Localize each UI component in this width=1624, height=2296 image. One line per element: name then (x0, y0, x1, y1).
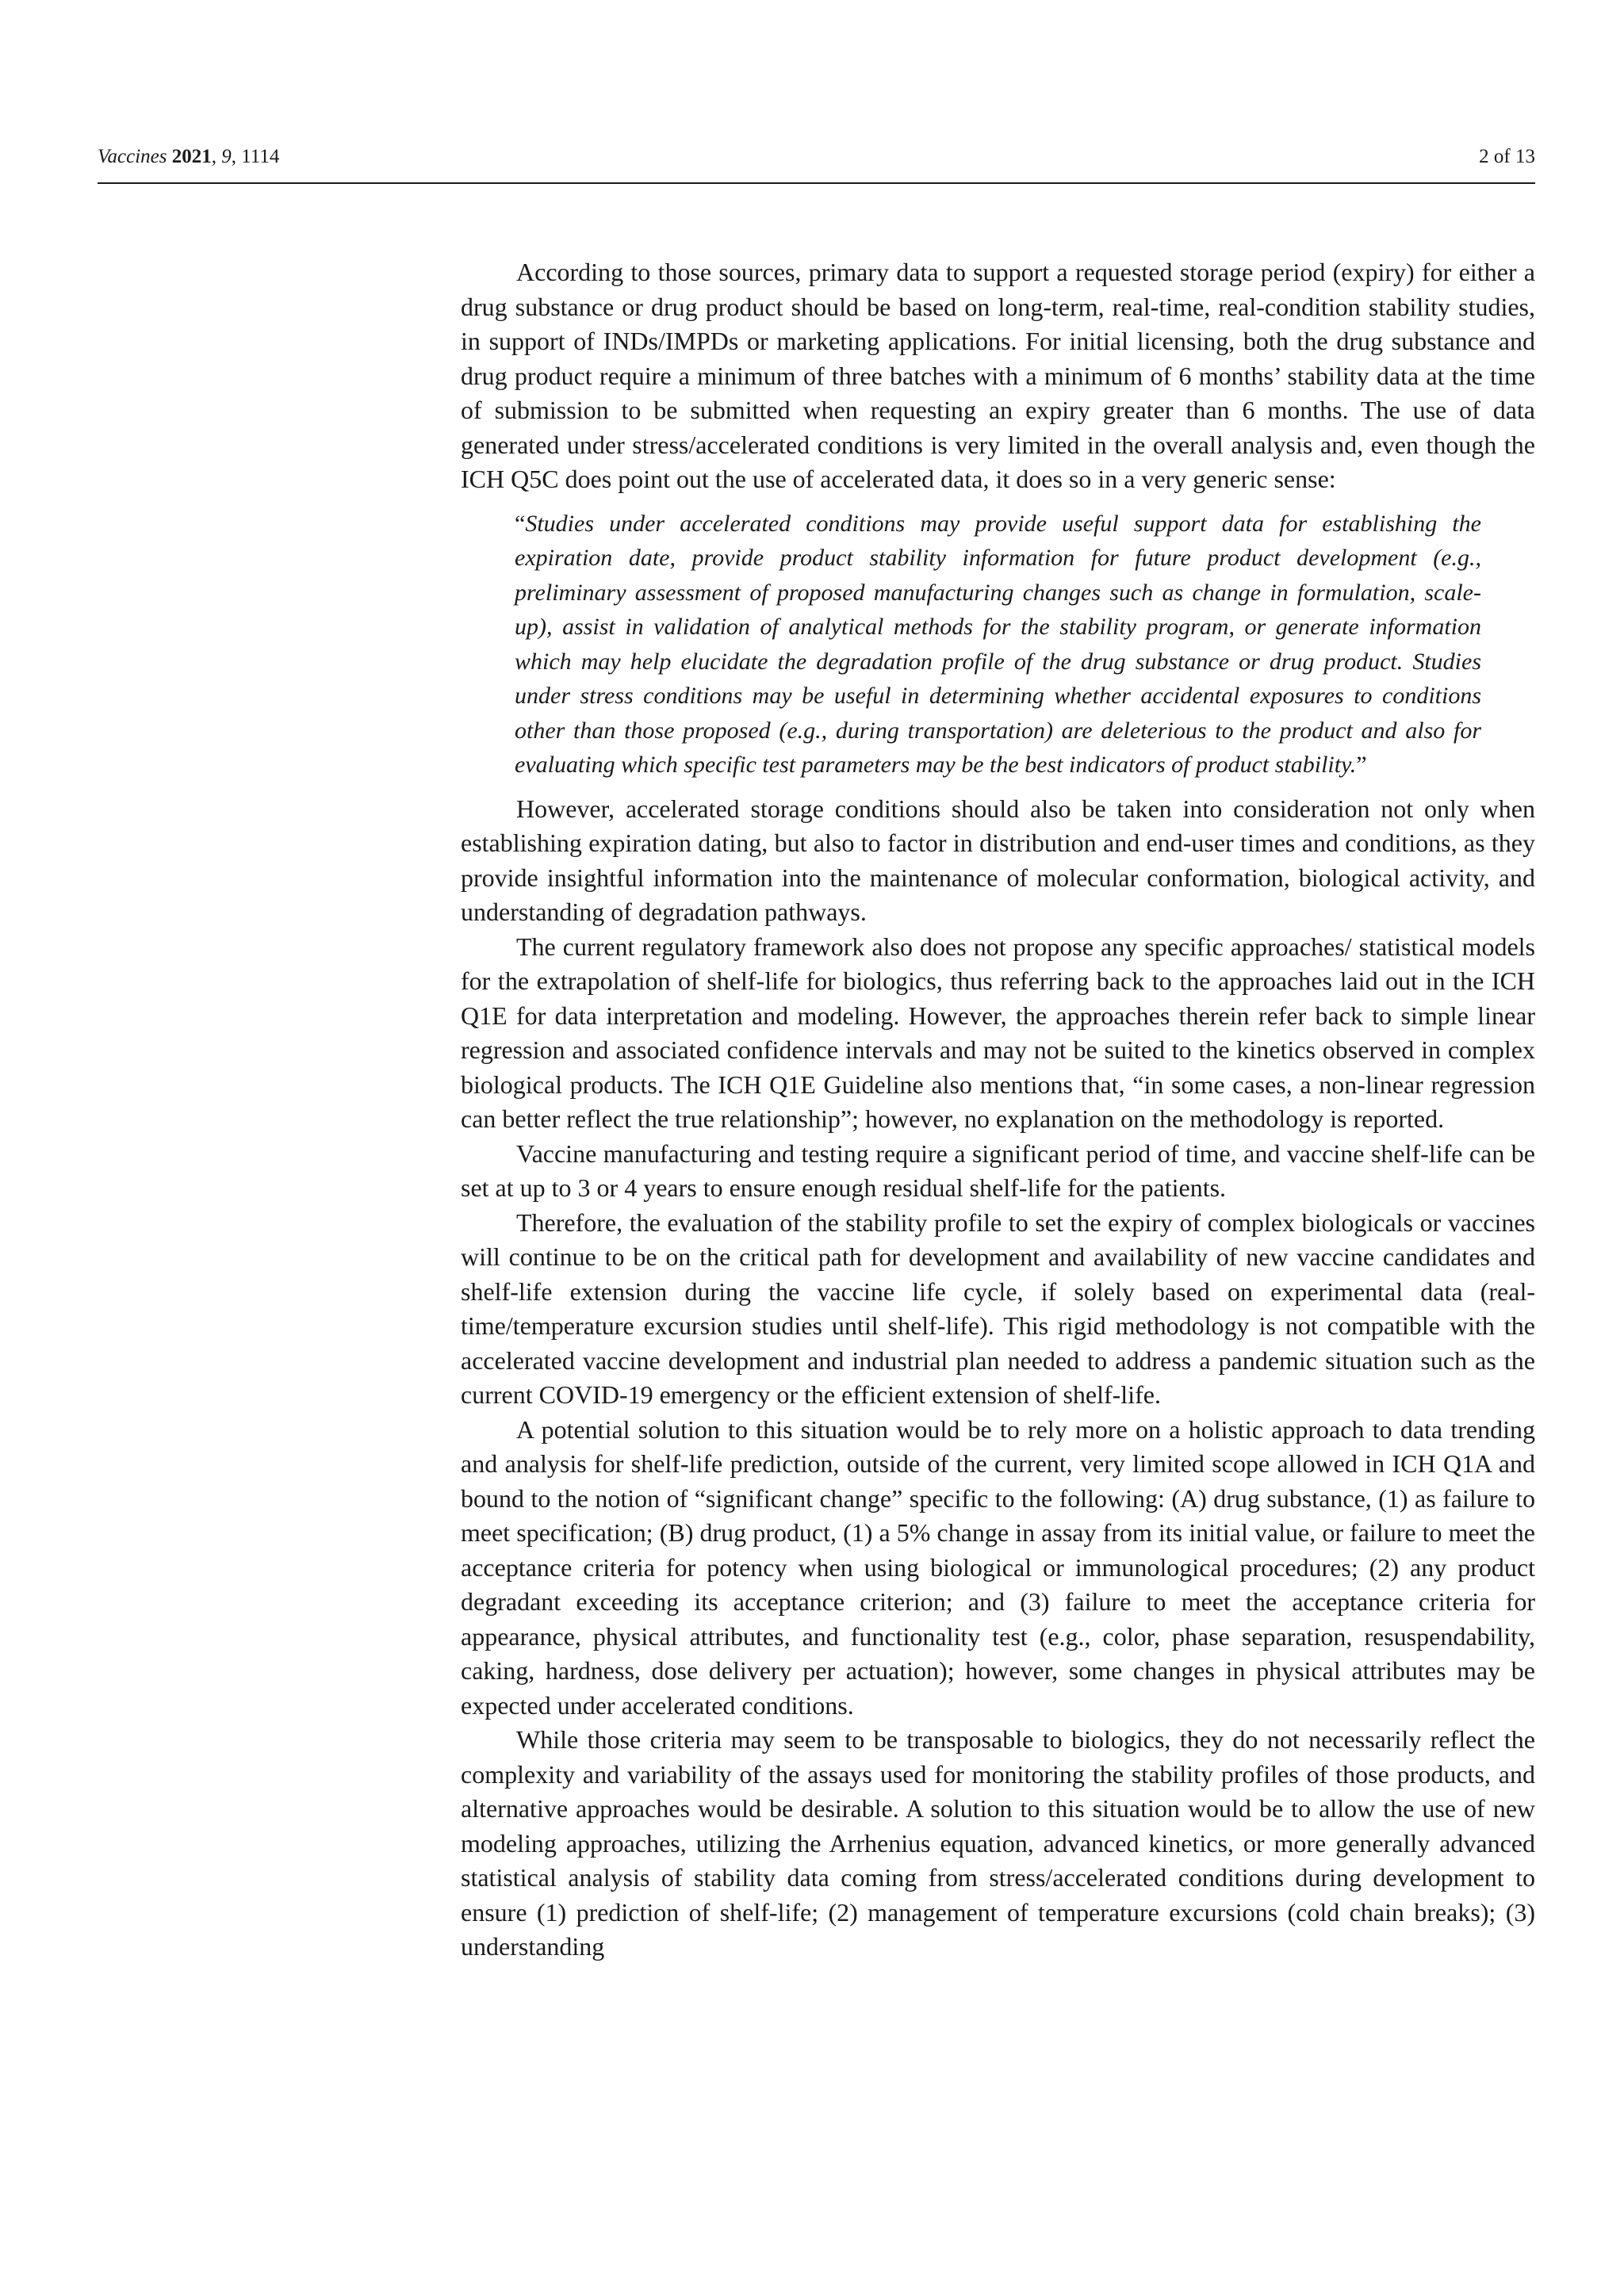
paragraph-7: While those criteria may seem to be transposable to biologics, they do not necessarily reflect the complexity and variability of the assays used for monitoring the stability profiles of those products, and alternative approaches would be desirable. A solution to this situation would be to allow the use of new modeling approaches, utilizing the Arrhenius equation, advanced kinetics, or more generally advanced statistical analysis of stability data coming from stress/accelerated conditions during development to ensure (1) prediction of shelf-life; (2) management of temperature excursions (cold chain breaks); (3) understanding (461, 1725, 1535, 1961)
quote-text: Studies under accelerated conditions may provide useful support data for establishing the expiration date, provide product stability information for future product development (e.g., preliminary assessment of proposed manufacturing changes such as change in formulation, scale-up), assist in validation of analytical methods for the stability program, or generate information which may help elucidate the degradation profile of the drug substance or drug product. Studies under stress conditions may be useful in determining whether accidental exposures to conditions other than those proposed (e.g., during transportation) are deleterious to the product and also for evaluating which specific test parameters may be the best indicators of product stability. (515, 510, 1481, 778)
header-comma-1: , (211, 146, 222, 167)
quote-close-mark: ” (1356, 752, 1367, 778)
paragraph-1: According to those sources, primary data to support a requested storage period (expiry) for either a drug substance or drug product should be based on long-term, real-time, real-condition stability studies, in support of INDs/IMPDs or marketing applications. For initial licensing, both the drug substance and drug product require a minimum of three batches with a minimum of 6 months’ stability data at the time of submission to be submitted when requesting an expiry greater than 6 months. The use of data generated under stress/accelerated conditions is very limited in the overall analysis and, even though the ICH Q5C does point out the use of accelerated data, it does so in a very generic sense: (461, 258, 1535, 493)
paragraph-3: The current regulatory framework also does not propose any specific approaches/ statistical models for the extrapolation of shelf-life for biologics, thus referring back to the approaches laid out in the ICH Q1E for data interpretation and modeling. However, the approaches therein refer back to simple linear regression and associated confidence intervals and may not be suited to the kinetics observed in complex biological products. The ICH Q1E Guideline also mentions that, “in some cases, a non-linear regression can better reflect the true relationship”; however, no explanation on the methodology is reported. (461, 932, 1535, 1133)
header-rule (98, 182, 1535, 184)
article-body (461, 255, 1535, 1965)
header-comma-2: , (231, 146, 242, 167)
paragraph-6: A potential solution to this situation would be to rely more on a holistic approach to data trending and analysis for shelf-life prediction, outside of the current, very limited scope allowed in ICH Q1A and bound to the notion of “significant change” specific to the following: (A) drug substance, (1) as failure to meet specification; (B) drug product, (1) a 5% change in assay from its initial value, or failure to meet the acceptance criteria for potency when using biological or immunological procedures; (2) any product degradant exceeding its acceptance criterion; and (3) failure to meet the acceptance criteria for appearance, physical attributes, and functionality test (e.g., color, phase separation, resuspendability, caking, hardness, dose delivery per actuation); however, some changes in physical attributes may be expected under accelerated conditions. (461, 1414, 1535, 1720)
paragraph-5: Therefore, the evaluation of the stability profile to set the expiry of complex biologicals or vaccines will continue to be on the critical path for development and availability of new vaccine candidates and shelf-life extension during the vaccine life cycle, if solely based on experimental data (real-time/temperature excursion studies until shelf-life). This rigid methodology is not compatible with the accelerated vaccine development and industrial plan needed to address a pandemic situation such as the current COVID-19 emergency or the efficient extension of shelf-life. (461, 1207, 1535, 1409)
paragraph-4: Vaccine manufacturing and testing require a significant period of time, and vaccine shelf-life can be set at up to 3 or 4 years to ensure enough residual shelf-life for the patients. (461, 1138, 1535, 1202)
page-number: 2 of 13 (1479, 146, 1535, 167)
article-number: 1114 (241, 146, 280, 167)
block-quote (515, 507, 1481, 783)
journal-name: Vaccines (98, 146, 167, 167)
journal-volume: 9 (221, 146, 232, 167)
quote-open-mark: “ (515, 510, 526, 537)
page-header (98, 141, 1535, 173)
paragraph-2: However, accelerated storage conditions should also be taken into consideration not only when establishing expiration dating, but also to factor in distribution and end-user times and conditions, as they provide insightful information into the maintenance of molecular conformation, biological activity, and understanding of degradation pathways. (461, 794, 1535, 926)
journal-year: 2021 (171, 146, 212, 167)
